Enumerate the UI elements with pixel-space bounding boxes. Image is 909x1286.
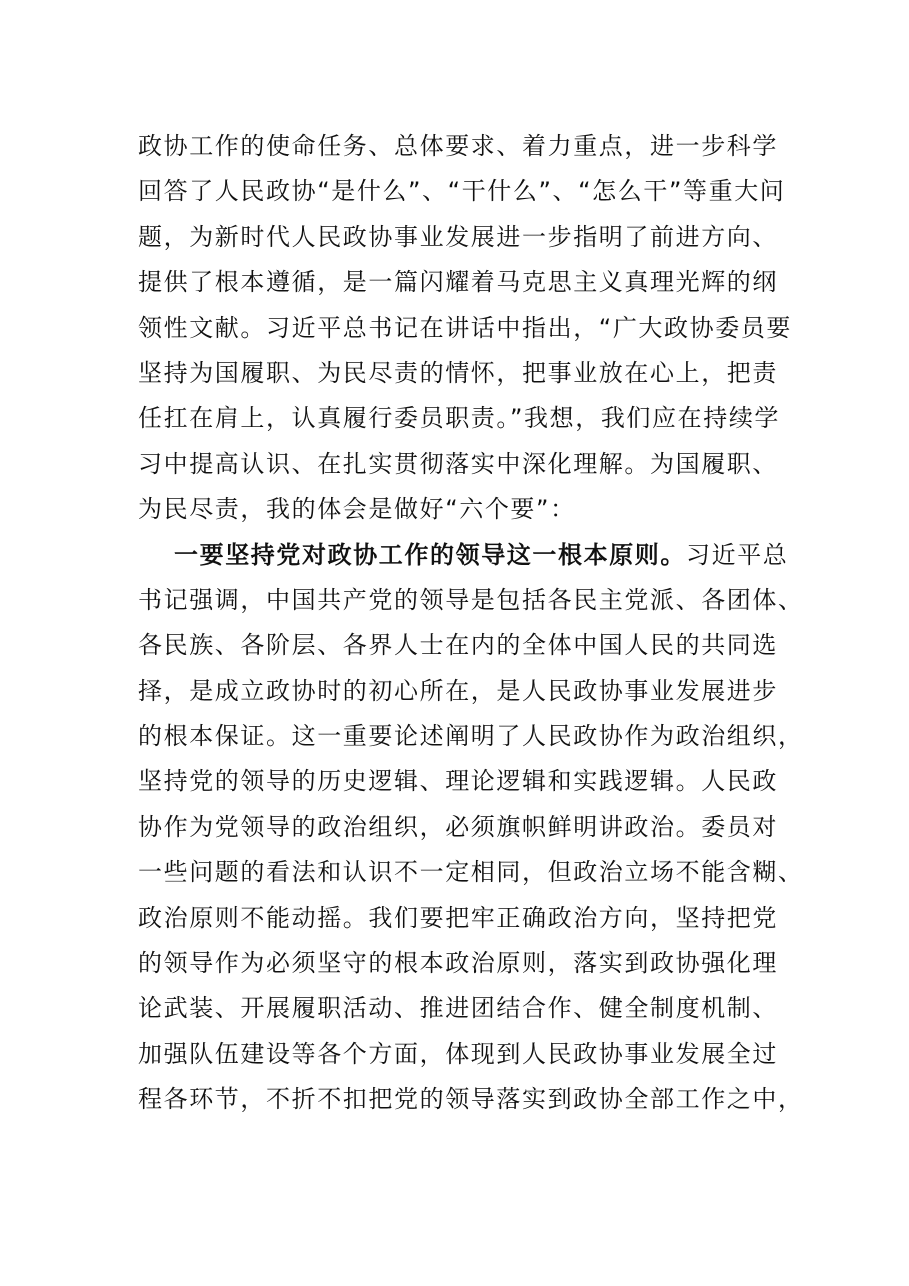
paragraph-line: 为民尽责，我的体会是做好“六个要”：	[138, 495, 576, 524]
paragraph-line: 坚持为国履职、为民尽责的情怀，把事业放在心上，把责	[138, 358, 778, 387]
section-line: 论武装、开展履职活动、推进团结合作、健全制度机制、	[138, 994, 778, 1023]
section-line: 择，是成立政协时的初心所在，是人民政协事业发展进步	[138, 676, 778, 705]
section-line: 的领导作为必须坚守的根本政治原则，落实到政协强化理	[138, 949, 778, 978]
section-line: 加强队伍建设等各个方面，体现到人民政协事业发展全过	[138, 1039, 778, 1068]
section-line: 各民族、各阶层、各界人士在内的全体中国人民的共同选	[138, 631, 778, 660]
section-first-line-text: 习近平总	[686, 540, 789, 569]
document-body	[138, 124, 804, 1123]
section-line: 一些问题的看法和认识不一定相同，但政治立场不能含糊、	[138, 858, 804, 887]
paragraph-line: 任扛在肩上，认真履行委员职责。”我想，我们应在持续学	[138, 404, 781, 433]
paragraph-line: 题，为新时代人民政协事业发展进一步指明了前进方向、	[138, 222, 778, 251]
section-line: 书记强调，中国共产党的领导是包括各民主党派、各团体、	[138, 585, 804, 614]
paragraph-line: 政协工作的使命任务、总体要求、着力重点，进一步科学	[138, 132, 778, 160]
paragraph-line: 回答了人民政协“是什么”、“干什么”、“怎么干”等重大问	[138, 177, 786, 206]
section-line: 程各环节，不折不扣把党的领导落实到政协全部工作之中，	[138, 1085, 804, 1114]
section-line: 政治原则不能动摇。我们要把牢正确政治方向，坚持把党	[138, 903, 778, 932]
section-line: 协作为党领导的政治组织，必须旗帜鲜明讲政治。委员对	[138, 812, 778, 841]
section-first-line	[138, 533, 789, 578]
section-heading: 一要坚持党对政协工作的领导这一根本原则。	[174, 540, 686, 569]
section-line: 的根本保证。这一重要论述阐明了人民政协作为政治组织，	[138, 722, 804, 751]
paragraph-line: 提供了根本遵循，是一篇闪耀着马克思主义真理光辉的纲	[138, 268, 778, 297]
section-line: 坚持党的领导的历史逻辑、理论逻辑和实践逻辑。人民政	[138, 767, 778, 796]
paragraph-line: 习中提高认识、在扎实贯彻落实中深化理解。为国履职、	[138, 449, 778, 478]
paragraph-line: 领性文献。习近平总书记在讲话中指出，“广大政协委员要	[138, 313, 793, 342]
